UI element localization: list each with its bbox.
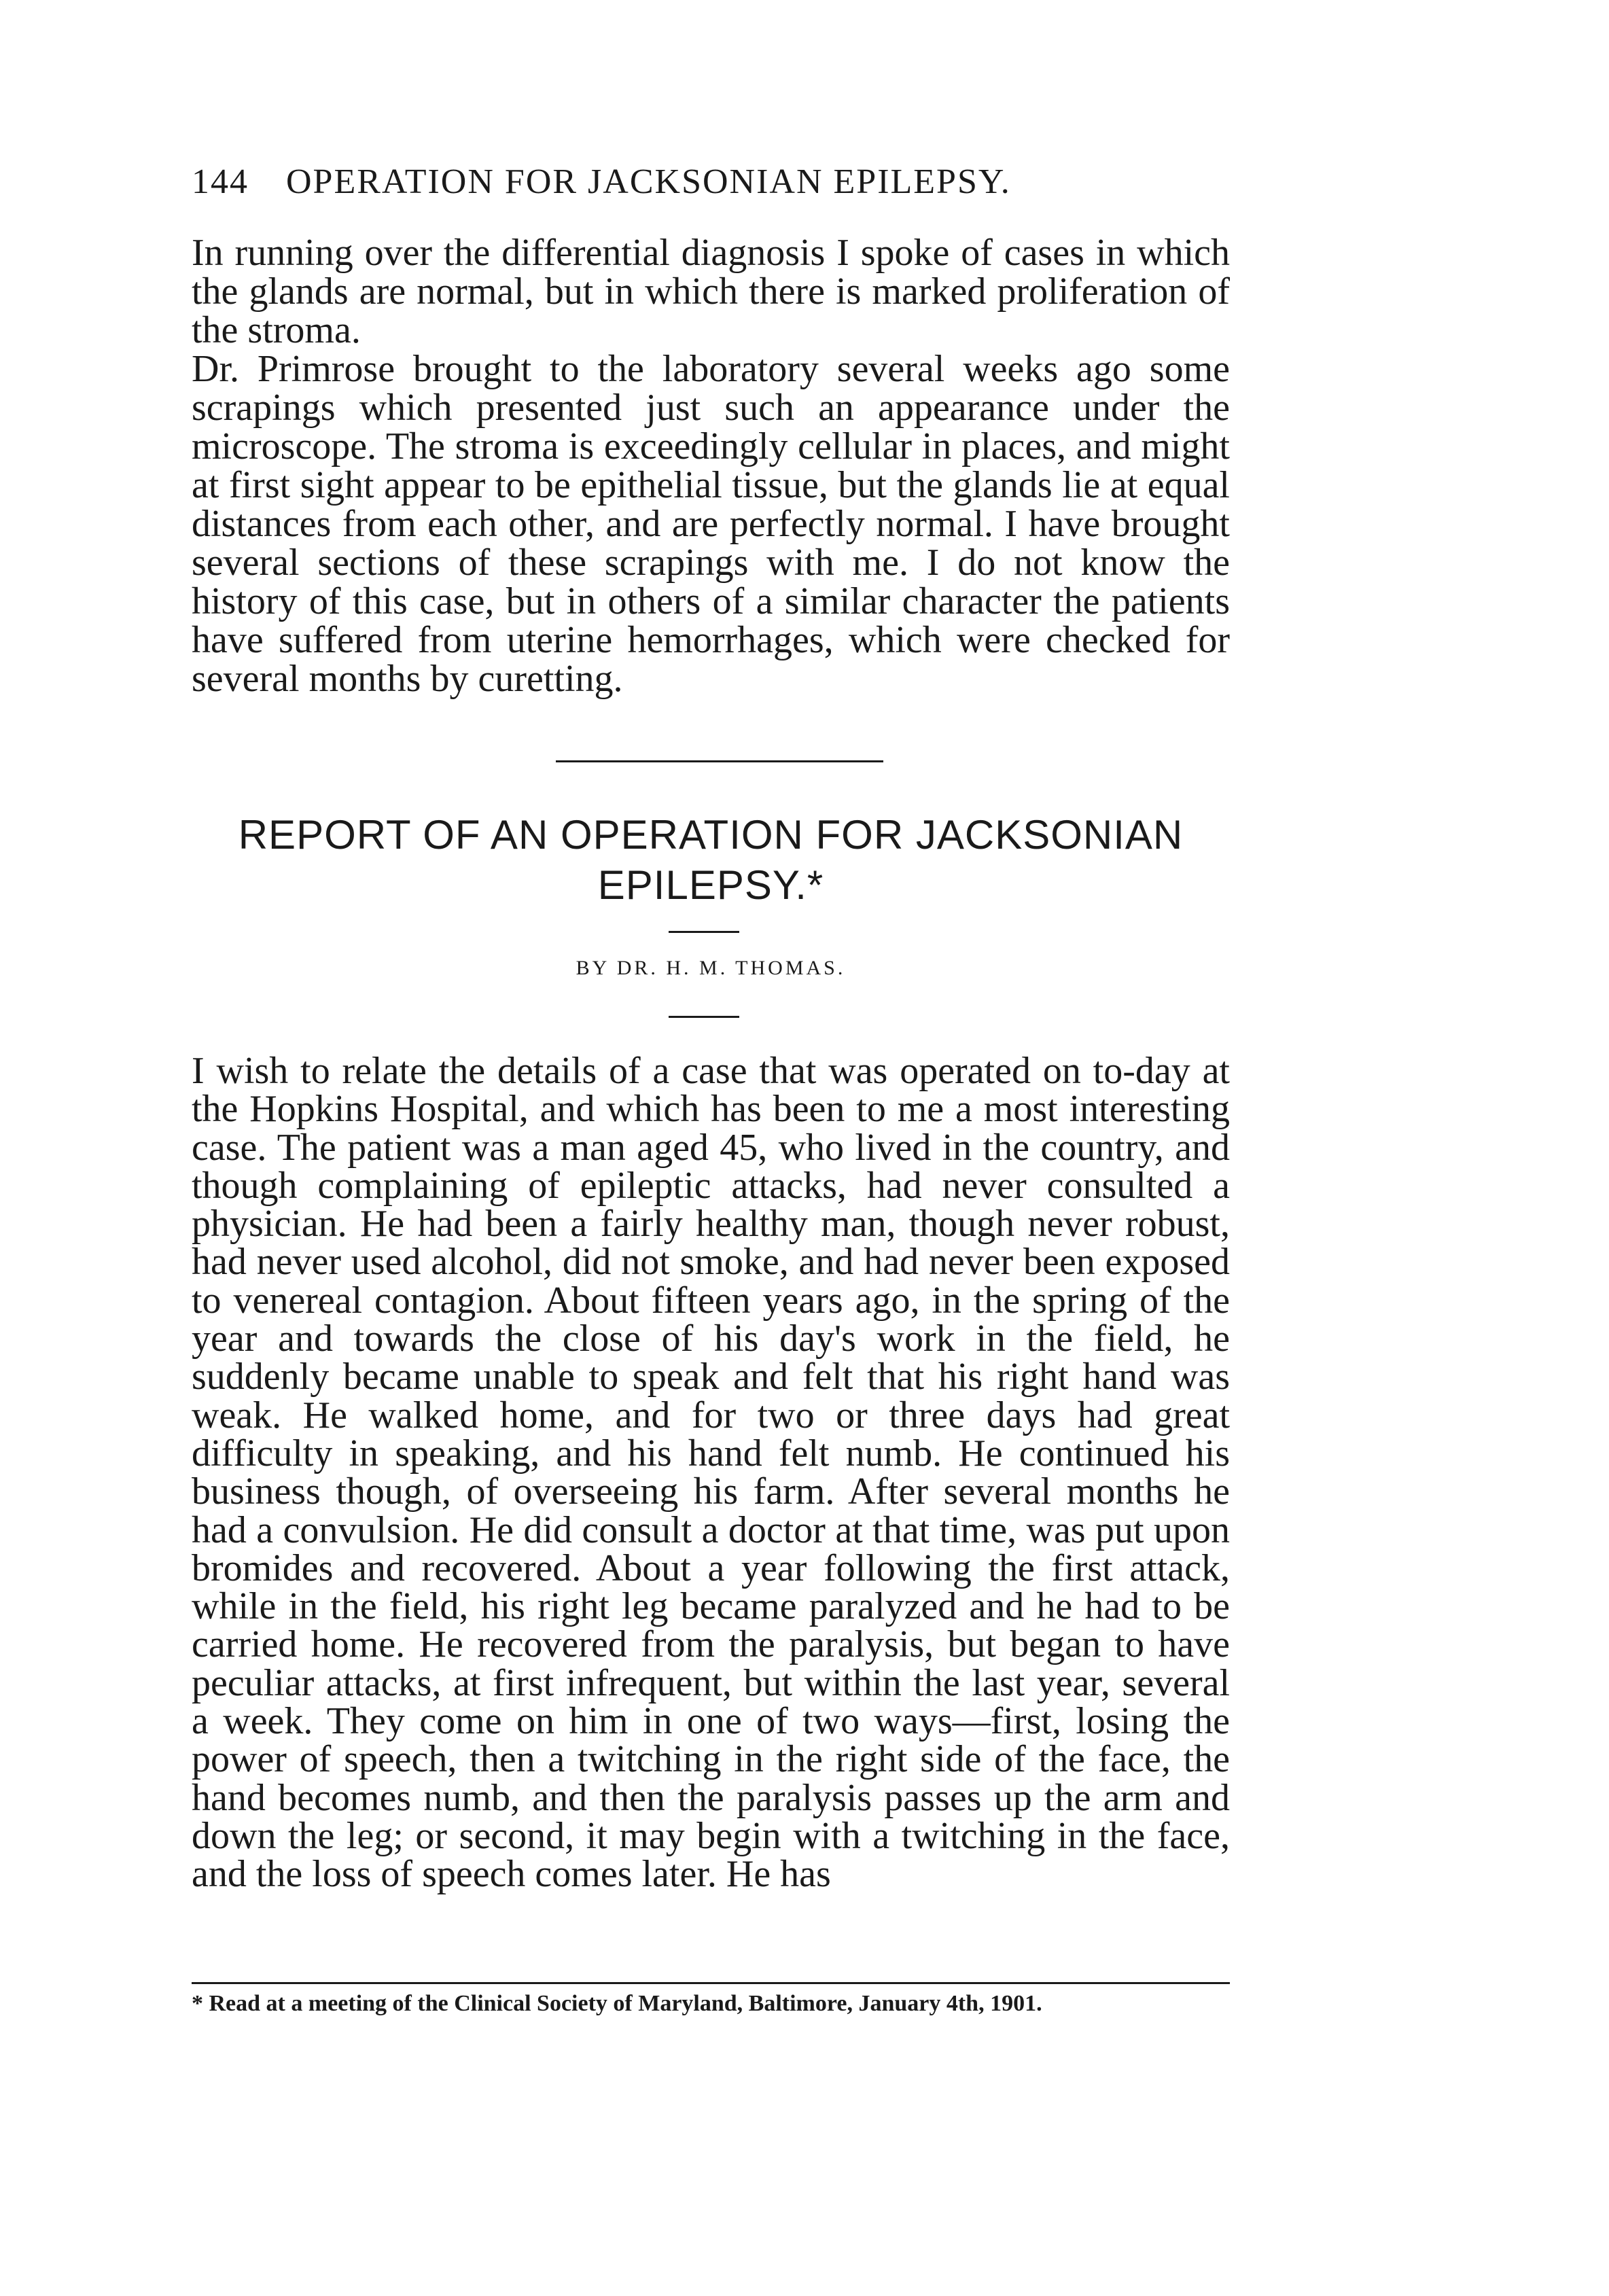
- previous-article-text: [192, 234, 1230, 699]
- byline: BY DR. H. M. THOMAS.: [576, 957, 846, 979]
- title-rule: [669, 931, 739, 933]
- running-title: OPERATION FOR JACKSONIAN EPILEPSY.: [286, 162, 1011, 201]
- article-title: [192, 810, 1230, 911]
- footnote-rule: [192, 1982, 1230, 1984]
- paragraph: In running over the differential diagnosis I spoke of cases in which the glands are normal, but in which there is marked proliferation of the stroma.: [192, 232, 1230, 351]
- running-head: [192, 162, 1230, 202]
- footnote: * Read at a meeting of the Clinical Society of Maryland, Baltimore, January 4th, 1901.: [192, 1991, 1042, 2016]
- byline-rule: [669, 1016, 739, 1018]
- article-body: [192, 1052, 1230, 1894]
- title-line-1: REPORT OF AN OPERATION FOR JACKSONIAN: [238, 812, 1184, 858]
- title-line-2: EPILEPSY.*: [597, 862, 824, 908]
- page-number: 144: [192, 162, 249, 201]
- section-divider: [556, 760, 883, 762]
- paragraph: Dr. Primrose brought to the laboratory several weeks ago some scrapings which presented just such an appearance under the microscope. The stroma is exceedingly cellular in places, and might at first sight appear to be epithelial tissue, but the glands lie at equal distances from each other, and are perfectly normal. I have brought several sections of these scrapings with me. I do not know the history of this case, but in others of a similar character the patients have suffered from uterine hemorrhages, which were checked for several months by curetting.: [192, 348, 1230, 700]
- paragraph: I wish to relate the details of a case that was operated on to-day at the Hopkins Hospital, and which has been to me a most interesting case. The patient was a man aged 45, who lived in the country, and though complaining of epileptic attacks, had never consulted a physician. He had been a fairly healthy man, though never robust, had never used alcohol, did not smoke, and had never been exposed to venereal contagion. About fifteen years ago, in the spring of the year and towards the close of his day's work in the field, he suddenly became unable to speak and felt that his right hand was weak. He walked home, and for two or three days had great difficulty in speaking, and his hand felt numb. He continued his business though, of overseeing his farm. After several months he had a convulsion. He did consult a doctor at that time, was put upon bromides and recovered. About a year following the first attack, while in the field, his right leg became paralyzed and he had to be carried home. He recovered from the paralysis, but began to have peculiar attacks, at first infrequent, but within the last year, several a week. They come on him in one of two ways—first, losing the power of speech, then a twitching in the right side of the face, the hand becomes numb, and then the paralysis passes up the arm and down the leg; or second, it may begin with a twitching in the face, and the loss of speech comes later. He has: [192, 1050, 1230, 1896]
